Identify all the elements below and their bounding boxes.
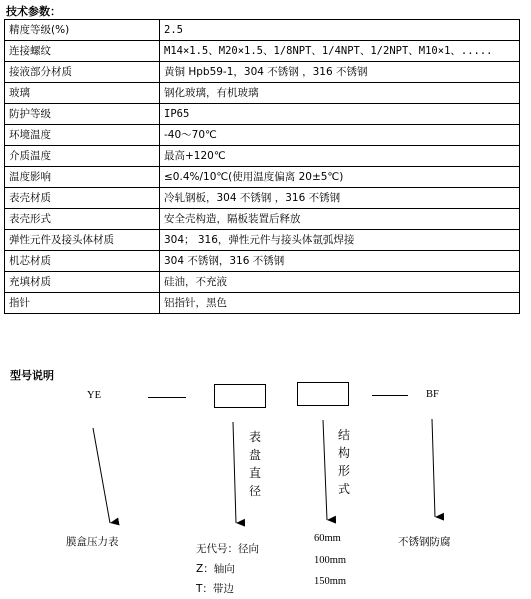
spec-key: 防护等级 <box>5 104 160 125</box>
spec-key: 表壳材质 <box>5 188 160 209</box>
spec-key: 表壳形式 <box>5 209 160 230</box>
spec-key: 环境温度 <box>5 125 160 146</box>
spec-key: 充填材质 <box>5 272 160 293</box>
spec-value: 黄铜 Hpb59-1，304 不锈钢 ，316 不锈钢 <box>160 62 520 83</box>
suffix-description: 不锈钢防腐 <box>398 536 451 548</box>
spec-key: 弹性元件及接头体材质 <box>5 230 160 251</box>
spec-value: -40～70℃ <box>160 125 520 146</box>
dial-option-edge: T：带边 <box>196 583 234 595</box>
spec-key: 温度影响 <box>5 167 160 188</box>
spec-value: ≤0.4%/10℃(使用温度偏离 20±5℃) <box>160 167 520 188</box>
spec-value: IP65 <box>160 104 520 125</box>
spec-key: 介质温度 <box>5 146 160 167</box>
size-60mm: 60mm <box>314 533 341 544</box>
model-prefix-code: YE <box>87 390 101 401</box>
spec-value: 304 不锈钢，316 不锈钢 <box>160 251 520 272</box>
size-100mm: 100mm <box>314 555 347 566</box>
spec-value: 最高+120℃ <box>160 146 520 167</box>
spec-key: 精度等级(%) <box>5 20 160 41</box>
arrow-dial <box>233 422 236 523</box>
spec-value: 铝指针，黑色 <box>160 293 520 314</box>
spec-key: 连接螺纹 <box>5 41 160 62</box>
spec-key: 机芯材质 <box>5 251 160 272</box>
spec-key: 接液部分材质 <box>5 62 160 83</box>
spec-value: 2.5 <box>160 20 520 41</box>
spec-heading: 技术参数： <box>6 5 61 18</box>
prefix-description: 膜盒压力表 <box>66 536 119 548</box>
spec-value: 安全壳构造，隔板装置后释放 <box>160 209 520 230</box>
arrow-structure <box>323 420 327 520</box>
spec-value: 钢化玻璃，有机玻璃 <box>160 83 520 104</box>
spec-value: 冷轧钢板，304 不锈钢 ，316 不锈钢 <box>160 188 520 209</box>
size-150mm: 150mm <box>314 576 347 587</box>
spec-key: 指针 <box>5 293 160 314</box>
spec-value: M14×1.5、M20×1.5、1/8NPT、1/4NPT、1/2NPT、M10×1、..... <box>160 41 520 62</box>
model-heading: 型号说明 <box>10 369 54 382</box>
arrow-suffix <box>432 419 435 517</box>
dial-option-radial: 无代号：径向 <box>196 543 259 555</box>
spec-value: 硅油，不充液 <box>160 272 520 293</box>
structure-form-label: 结构形式 <box>337 428 350 496</box>
spec-key: 玻璃 <box>5 83 160 104</box>
spec-value: 304； 316，弹性元件与接头体氩弧焊接 <box>160 230 520 251</box>
model-suffix-code: BF <box>426 389 439 400</box>
dial-option-axial: Z：轴向 <box>196 563 235 575</box>
dial-diameter-label: 表盘直径 <box>248 430 261 498</box>
arrow-prefix <box>93 428 110 523</box>
